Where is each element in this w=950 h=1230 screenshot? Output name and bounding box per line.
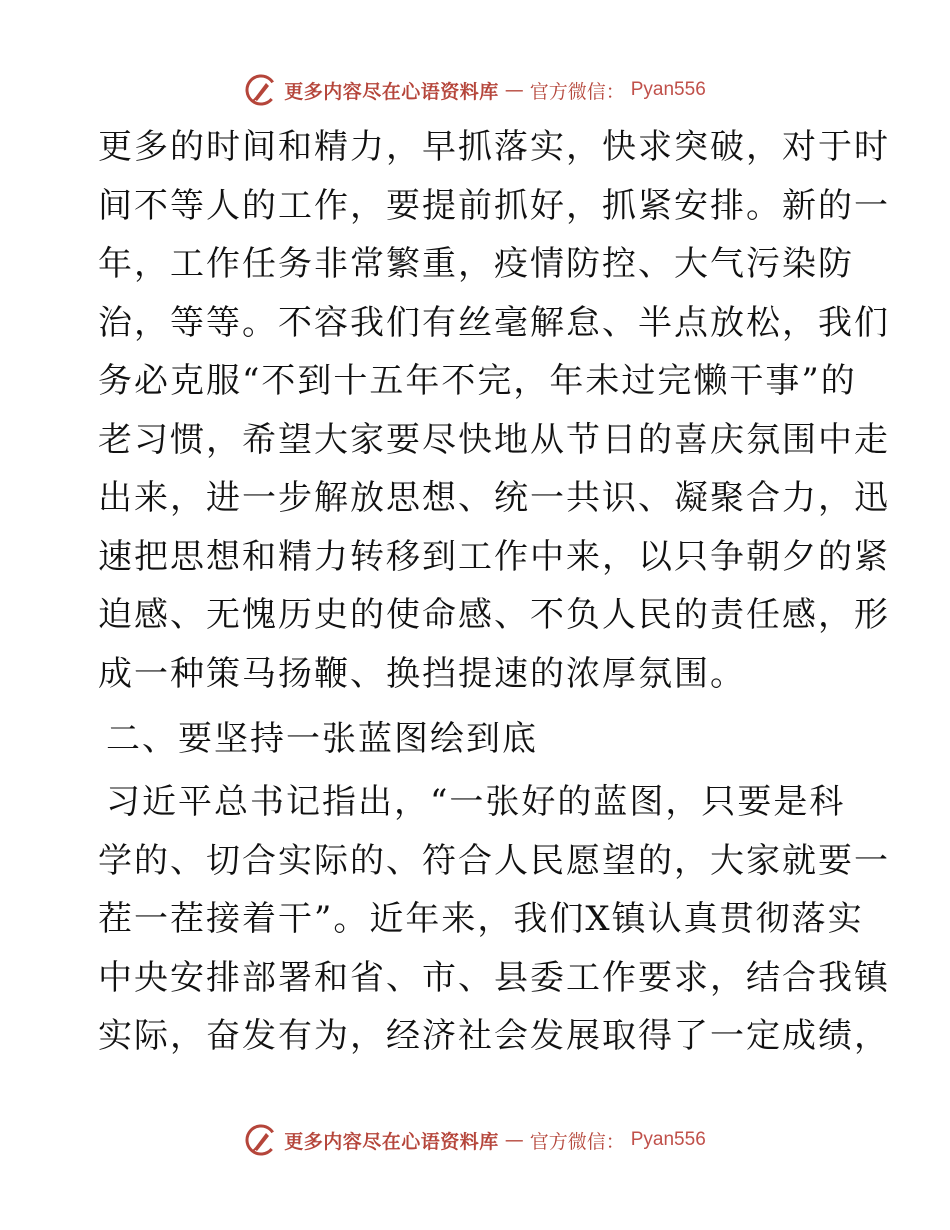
- watermark-site-name: 更多内容尽在心语资料库: [284, 1130, 499, 1153]
- header-watermark: [0, 70, 950, 110]
- text-line: 间不等人的工作，要提前抓好，抓紧安排。新的一: [98, 185, 890, 226]
- quill-logo-icon: [244, 73, 278, 107]
- watermark-wechat-account: Pyan556: [630, 79, 706, 100]
- text-line: 迫感、无愧历史的使命感、不负人民的责任感，形: [98, 595, 890, 635]
- watermark-wechat-account: Pyan556: [630, 1129, 706, 1150]
- text-line: 更多的时间和精力，早抓落实，快求突破，对于时: [98, 127, 890, 167]
- text-line: 速把思想和精力转移到工作中来，以只争朝夕的紧: [98, 536, 890, 577]
- watermark-separator: —: [504, 79, 524, 101]
- paragraph-2: [98, 773, 890, 1066]
- text-line: 成一种策马扬鞭、换挡提速的浓厚氛围。: [98, 653, 746, 694]
- text-line: 茬一茬接着干”。近年来，我们X镇认真贯彻落实: [98, 899, 864, 939]
- watermark-separator: —: [504, 1129, 524, 1151]
- watermark-wechat-label: 官方微信：: [529, 1130, 625, 1153]
- text-line: 治，等等。不容我们有丝毫解怠、半点放松，我们: [98, 302, 890, 343]
- text-line: 务必克服“不到十五年不完，年未过完懒干事”的: [98, 361, 857, 401]
- quill-logo-icon: [244, 1123, 278, 1157]
- watermark-wechat-label: 官方微信：: [529, 80, 625, 103]
- document-body: [98, 118, 890, 1066]
- text-line: 学的、切合实际的、符合人民愿望的，大家就要一: [98, 840, 890, 881]
- section-heading: 二、要坚持一张蓝图绘到底: [106, 719, 538, 759]
- text-line: 中央安排部署和省、市、县委工作要求，结合我镇: [98, 957, 890, 998]
- footer-watermark: [0, 1120, 950, 1160]
- watermark-site-name: 更多内容尽在心语资料库: [284, 80, 499, 103]
- paragraph-1: [98, 118, 890, 703]
- text-line: 习近平总书记指出，“一张好的蓝图，只要是科: [106, 782, 846, 822]
- text-line: 出来，进一步解放思想、统一共识、凝聚合力，迅: [98, 478, 890, 518]
- text-line: 年，工作任务非常繁重，疫情防控、大气污染防: [98, 244, 854, 284]
- text-line: 老习惯，希望大家要尽快地从节日的喜庆氛围中走: [98, 419, 890, 460]
- text-line: 实际，奋发有为，经济社会发展取得了一定成绩，: [98, 1016, 890, 1056]
